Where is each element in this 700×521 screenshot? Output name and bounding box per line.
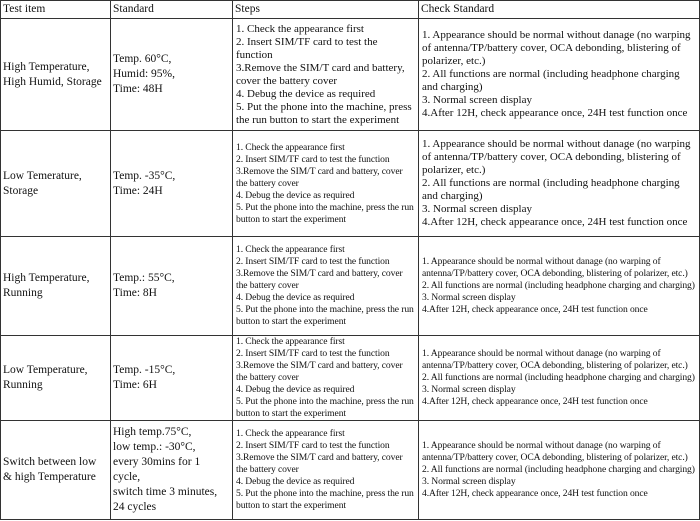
step-line: 4. Debug the device as required [236, 87, 376, 100]
check-line: 2. All functions are normal (including headphone charging and charging) [422, 177, 680, 202]
check-line: 2. All functions are normal (including headphone charging and charging) [422, 464, 695, 475]
check-line: 1. Appearance should be normal without danage (no warping of antenna/TP/battery cover, OCA debonding, blistering of polarizer, etc.) [422, 29, 691, 67]
check-cell [419, 19, 700, 131]
standard-line: low temp.: -30°C, [113, 441, 196, 453]
check-cell [419, 336, 700, 421]
step-line: 1. Check the appearance first [236, 141, 345, 153]
standard-line: Temp.: 55°C, [113, 272, 175, 284]
check-line: 3. Normal screen display [422, 94, 532, 106]
standard-line: switch time 3 minutes, [113, 486, 218, 498]
step-line: 4. Debug the device as required [236, 292, 355, 303]
step-line: 3.Remove the SIM/T card and battery, cover the battery cover [236, 452, 403, 475]
check-line: 4.After 12H, check appearance once, 24H test function once [422, 304, 648, 315]
check-line: 4.After 12H, check appearance once, 24H test function once [422, 396, 648, 407]
step-line: 2. Insert SIM/TF card to test the function [236, 348, 390, 359]
check-line: 3. Normal screen display [422, 384, 516, 395]
standard-cell [111, 131, 233, 237]
step-line: 3.Remove the SIM/T card and battery, cover the battery cover [236, 165, 403, 189]
step-line: 3.Remove the SIM/T card and battery, cover the battery cover [236, 61, 405, 87]
step-line: 1. Check the appearance first [236, 244, 345, 255]
check-line: 1. Appearance should be normal without danage (no warping of antenna/TP/battery cover, OCA debonding, blistering of polarizer, etc.) [422, 348, 688, 371]
standard-line: Time: 24H [113, 184, 163, 197]
check-line: 4.After 12H, check appearance once, 24H test function once [422, 216, 688, 228]
step-line: 5. Put the phone into the machine, press the run button to start the experiment [236, 304, 414, 327]
check-line: 1. Appearance should be normal without danage (no warping of antenna/TP/battery cover, OCA debonding, blistering of polarizer, etc.) [422, 256, 688, 279]
check-cell [419, 421, 700, 520]
standard-line: Temp. -15°C, [113, 364, 176, 376]
steps-cell [233, 19, 419, 131]
check-line: 3. Normal screen display [422, 292, 516, 303]
standard-line: High temp.75°C, [113, 426, 192, 438]
test-item-cell: Low Temperature, Running [1, 336, 111, 421]
standard-cell [111, 336, 233, 421]
check-line: 1. Appearance should be normal without danage (no warping of antenna/TP/battery cover, OCA debonding, blistering of polarizer, etc.) [422, 440, 688, 463]
step-line: 2. Insert SIM/TF card to test the function [236, 256, 390, 267]
step-line: 3.Remove the SIM/T card and battery, cover the battery cover [236, 268, 403, 291]
table-row [1, 336, 700, 421]
test-item-cell: Low Temerature, Storage [1, 131, 111, 237]
step-line: 4. Debug the device as required [236, 189, 355, 201]
header-standard: Standard [111, 1, 233, 19]
step-line: 5. Put the phone into the machine, press the run button to start the experiment [236, 396, 414, 419]
table-row [1, 237, 700, 336]
steps-cell [233, 237, 419, 336]
step-line: 2. Insert SIM/TF card to test the function [236, 35, 378, 61]
step-line: 1. Check the appearance first [236, 428, 345, 439]
standard-line: Temp. -35°C, [113, 169, 176, 182]
steps-cell [233, 131, 419, 237]
steps-cell [233, 336, 419, 421]
standard-line: Temp. 60°C, [113, 53, 172, 65]
check-line: 3. Normal screen display [422, 476, 516, 487]
standard-line: every 30mins for 1 cycle, [113, 456, 201, 483]
standard-line: Time: 8H [113, 287, 157, 299]
standard-cell [111, 421, 233, 520]
step-line: 1. Check the appearance first [236, 22, 364, 35]
check-line: 2. All functions are normal (including headphone charging and charging) [422, 280, 695, 291]
test-item-cell: High Temperature, High Humid, Storage [1, 19, 111, 131]
table-row [1, 421, 700, 520]
header-check-standard: Check Standard [419, 1, 700, 19]
step-line: 5. Put the phone into the machine, press the run button to start the experiment [236, 488, 414, 511]
step-line: 5. Put the phone into the machine, press the run button to start the experiment [236, 201, 414, 225]
standard-cell [111, 237, 233, 336]
check-line: 1. Appearance should be normal without danage (no warping of antenna/TP/battery cover, OCA debonding, blistering of polarizer, etc.) [422, 138, 691, 176]
header-row [1, 1, 700, 19]
check-cell [419, 237, 700, 336]
check-line: 4.After 12H, check appearance once, 24H test function once [422, 488, 648, 499]
step-line: 4. Debug the device as required [236, 384, 355, 395]
step-line: 4. Debug the device as required [236, 476, 355, 487]
step-line: 3.Remove the SIM/T card and battery, cover the battery cover [236, 360, 403, 383]
check-line: 4.After 12H, check appearance once, 24H test function once [422, 107, 688, 119]
test-item-cell: Switch between low & high Temperature [1, 421, 111, 520]
step-line: 5. Put the phone into the machine, press the run button to start the experiment [236, 100, 412, 126]
standard-line: Time: 6H [113, 379, 157, 391]
standard-line: 24 cycles [113, 501, 157, 513]
check-line: 2. All functions are normal (including headphone charging and charging) [422, 372, 695, 383]
step-line: 2. Insert SIM/TF card to test the function [236, 440, 390, 451]
standard-line: Time: 48H [113, 83, 163, 95]
table-row [1, 19, 700, 131]
step-line: 2. Insert SIM/TF card to test the function [236, 153, 390, 165]
header-steps: Steps [233, 1, 419, 19]
test-item-cell: High Temperature, Running [1, 237, 111, 336]
check-cell [419, 131, 700, 237]
header-test-item: Test item [1, 1, 111, 19]
table-row [1, 131, 700, 237]
step-line: 1. Check the appearance first [236, 336, 345, 347]
check-line: 3. Normal screen display [422, 203, 532, 215]
standard-cell [111, 19, 233, 131]
standard-line: Humid: 95%, [113, 68, 175, 80]
steps-cell [233, 421, 419, 520]
check-line: 2. All functions are normal (including headphone charging and charging) [422, 68, 680, 93]
